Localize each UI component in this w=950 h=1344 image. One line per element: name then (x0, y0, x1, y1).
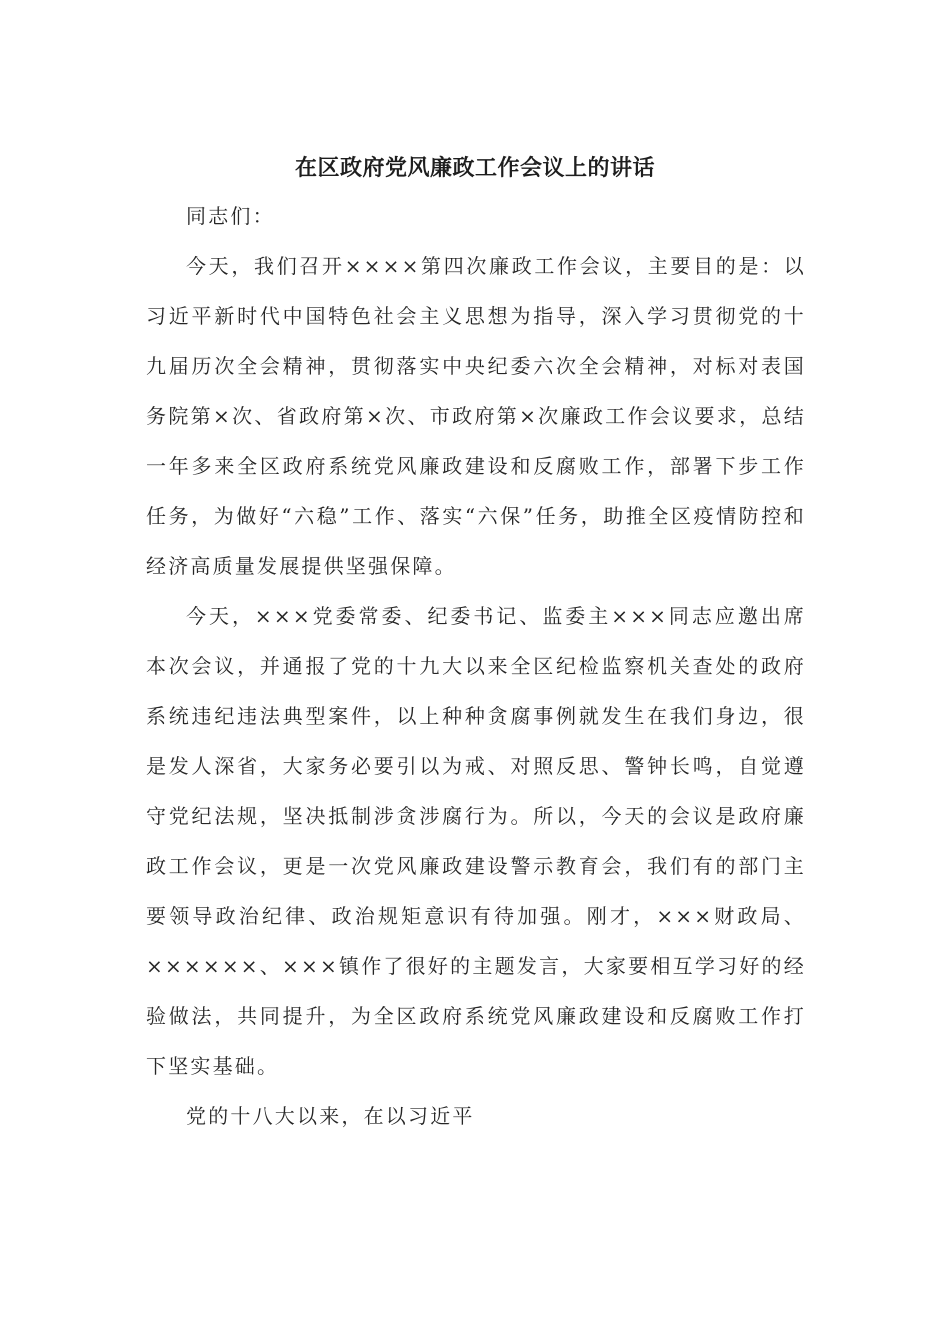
salutation-paragraph: 同志们： (186, 204, 275, 228)
body-paragraph: 党的十八大以来，在以习近平 (186, 1104, 475, 1128)
body-paragraph: 今天，×××党委常委、纪委书记、监委主×××同志应邀出席本次会议，并通报了党的十九大以来全区纪检监察机关查处的政府系统违纪违法典型案件，以上种种贪腐事例就发生在我们身边，很是发人深省，大家务必要引以为戒、对照反思、警钟长鸣，自觉遵守党纪法规，坚决抵制涉贪涉腐行为。所以，今天的会议是政府廉政工作会议，更是一次党风廉政建设警示教育会，我们有的部门主要领导政治纪律、政治规矩意识有待加强。刚才，×××财政局、××××××、×××镇作了很好的主题发言，大家要相互学习好的经验做法，共同提升，为全区政府系统党风廉政建设和反腐败工作打下坚实基础。 (146, 604, 806, 1078)
document-body (146, 191, 806, 1141)
body-paragraph: 今天，我们召开××××第四次廉政工作会议，主要目的是：以习近平新时代中国特色社会主义思想为指导，深入学习贯彻党的十九届历次全会精神，贯彻落实中央纪委六次全会精神，对标对表国务院第×次、省政府第×次、市政府第×次廉政工作会议要求，总结一年多来全区政府系统党风廉政建设和反腐败工作，部署下步工作任务，为做好“六稳”工作、落实“六保”任务，助推全区疫情防控和经济高质量发展提供坚强保障。 (146, 254, 806, 578)
document-title: 在区政府党风廉政工作会议上的讲话 (294, 155, 655, 181)
